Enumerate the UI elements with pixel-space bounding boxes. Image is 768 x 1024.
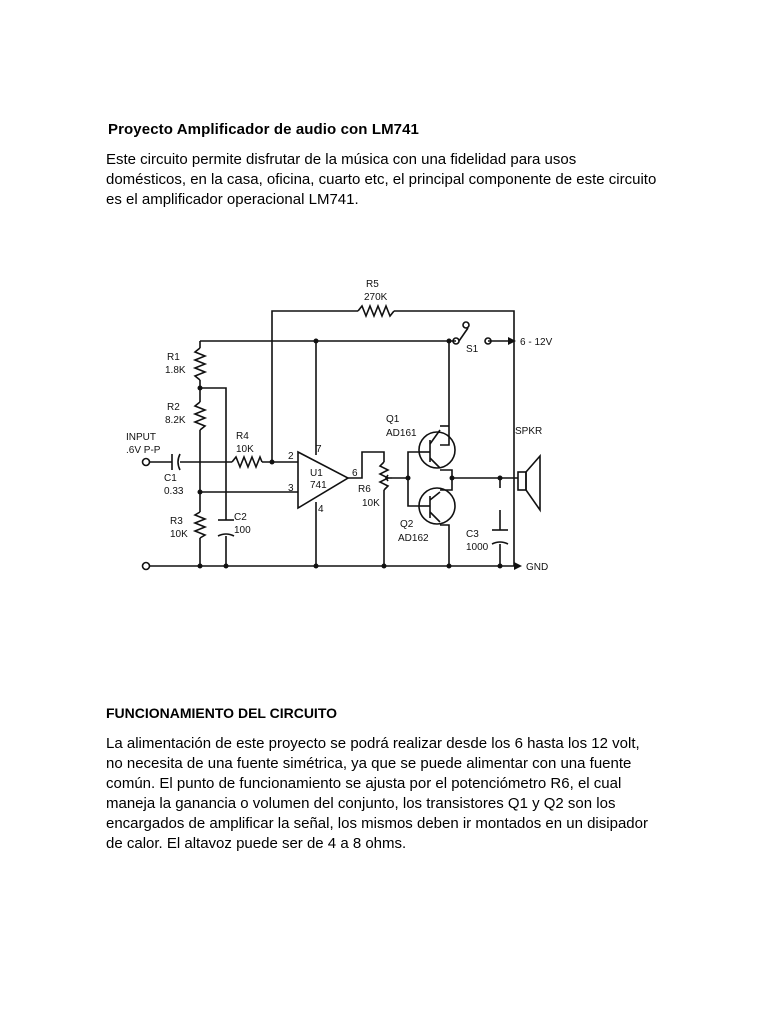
arrow-icons bbox=[508, 337, 522, 570]
c3-value: 1000 bbox=[466, 542, 489, 553]
speaker-icon bbox=[518, 456, 540, 510]
u1-name: U1 bbox=[310, 468, 323, 479]
capacitor-symbols bbox=[172, 454, 508, 544]
r5-resistor bbox=[358, 306, 394, 316]
terminal-circles bbox=[143, 459, 150, 570]
r1-name: R1 bbox=[167, 352, 180, 363]
q1-name: Q1 bbox=[386, 414, 400, 425]
body-line: no necesita de una fuente simétrica, ya que se puede alimentar con una fuente bbox=[106, 755, 632, 772]
r2-value: 8.2K bbox=[165, 415, 186, 426]
q2-value: AD162 bbox=[398, 533, 429, 544]
r2-resistor bbox=[195, 402, 205, 430]
pin-2-label: 2 bbox=[288, 451, 294, 462]
pin-7-label: 7 bbox=[316, 444, 322, 455]
s1-label: S1 bbox=[466, 344, 479, 355]
section-heading: FUNCIONAMIENTO DEL CIRCUITO bbox=[106, 705, 338, 721]
body-line: La alimentación de este proyecto se podrá realizar desde los 6 hasta los 12 volt, bbox=[106, 735, 640, 752]
r1-resistor bbox=[195, 348, 205, 380]
r1-value: 1.8K bbox=[165, 365, 186, 376]
r5-value: 270K bbox=[364, 292, 388, 303]
c2-value: 100 bbox=[234, 525, 251, 536]
r4-resistor bbox=[232, 457, 262, 467]
r5-name: R5 bbox=[366, 279, 379, 290]
intro-line: domésticos, en la casa, oficina, cuarto etc, el principal componente de este circuito bbox=[106, 171, 657, 188]
schematic-labels bbox=[126, 279, 553, 573]
transistor-q2 bbox=[419, 488, 455, 524]
body-line: común. El punto de funcionamiento se ajusta por el potenciómetro R6, el cual bbox=[106, 775, 622, 792]
intro-line: es el amplificador operacional LM741. bbox=[106, 191, 359, 208]
r3-resistor bbox=[195, 512, 205, 538]
body-paragraph bbox=[106, 734, 716, 854]
body-line: de calor. El altavoz puede ser de 4 a 8 ohms. bbox=[106, 835, 407, 852]
pin-6-label: 6 bbox=[352, 468, 358, 479]
supply-label: 6 - 12V bbox=[520, 337, 553, 348]
switch-s1 bbox=[453, 322, 491, 344]
c1-name: C1 bbox=[164, 473, 177, 484]
c1-value: 0.33 bbox=[164, 486, 184, 497]
r3-name: R3 bbox=[170, 516, 183, 527]
body-line: maneja la ganancia o volumen del conjunto, los transistores Q1 y Q2 son los bbox=[106, 795, 616, 812]
pin-3-label: 3 bbox=[288, 483, 294, 494]
c2-name: C2 bbox=[234, 512, 247, 523]
speaker-label: SPKR bbox=[515, 426, 543, 437]
q2-name: Q2 bbox=[400, 519, 414, 530]
input-value: .6V P-P bbox=[126, 445, 161, 456]
r6-name: R6 bbox=[358, 484, 371, 495]
u1-value: 741 bbox=[310, 480, 327, 491]
c3-name: C3 bbox=[466, 529, 479, 540]
r6-value: 10K bbox=[362, 498, 380, 509]
input-label: INPUT bbox=[126, 432, 156, 443]
r4-name: R4 bbox=[236, 431, 249, 442]
pin-4-label: 4 bbox=[318, 504, 324, 515]
q1-value: AD161 bbox=[386, 428, 417, 439]
gnd-label: GND bbox=[526, 562, 549, 573]
document-title: Proyecto Amplificador de audio con LM741 bbox=[108, 121, 420, 138]
r4-value: 10K bbox=[236, 444, 254, 455]
r3-value: 10K bbox=[170, 529, 188, 540]
body-line: encargados de amplificar la señal, los mismos deben ir montados en un disipador bbox=[106, 815, 648, 832]
r2-name: R2 bbox=[167, 402, 180, 413]
intro-line: Este circuito permite disfrutar de la música con una fidelidad para usos bbox=[106, 151, 577, 168]
